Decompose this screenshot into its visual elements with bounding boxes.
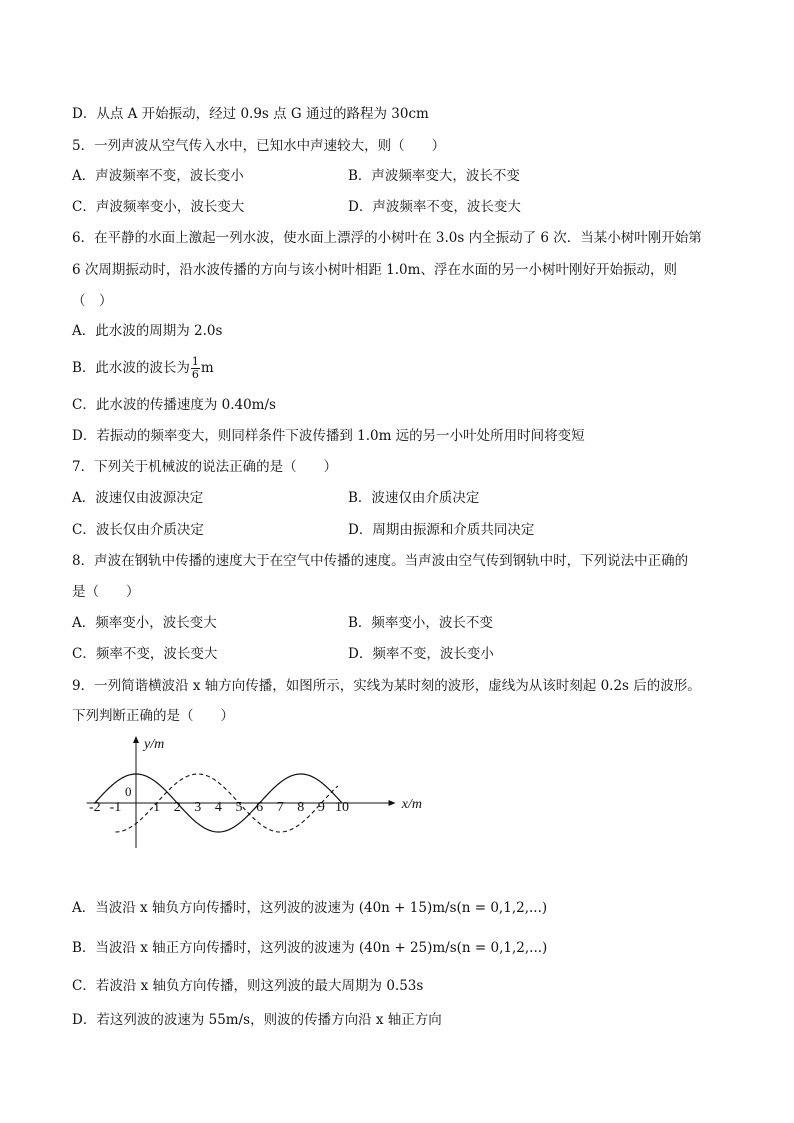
q6-stem-line3: （ ） xyxy=(72,293,113,309)
q7-option-a: A．波速仅由波源决定 xyxy=(72,490,204,506)
q6-stem-line2: 6 次周期振动时，沿水波传播的方向与该小树叶相距 1.0m、浮在水面的另一小树叶刚好开始振动，则 xyxy=(72,262,677,278)
q5-stem: 5．一列声波从空气传入水中，已知水中声速较大，则（ ） xyxy=(72,138,446,154)
x-tick-label: 8 xyxy=(297,800,305,815)
x-tick-label: 9 xyxy=(317,800,325,815)
q8-option-d: D．频率不变，波长变小 xyxy=(348,646,494,662)
y-axis-label: y/m xyxy=(144,737,165,752)
q8-stem-line1: 8．声波在钢轨中传播的速度大于在空气中传播的速度。当声波由空气传到钢轨中时，下列说法中正确的 xyxy=(72,553,689,569)
q6-option-d: D．若振动的频率变大，则同样条件下波传播到 1.0m 远的另一小叶处所用时间将变短 xyxy=(72,428,585,444)
x-tick-label: 5 xyxy=(235,800,243,815)
q5-option-b: B．声波频率变大，波长不变 xyxy=(348,168,520,184)
q8-option-a: A．频率变小，波长变大 xyxy=(72,615,217,631)
x-tick-label: 4 xyxy=(214,800,222,815)
q9-stem-line2: 下列判断正确的是（ ） xyxy=(72,708,234,724)
x-tick-label: -2 xyxy=(88,800,101,815)
x-axis-arrow xyxy=(389,800,396,806)
q9-stem-line1: 9．一列简谐横波沿 x 轴方向传播，如图所示，实线为某时刻的波形，虚线为从该时刻起 0.2s 后的波形。 xyxy=(72,678,701,694)
q7-option-b: B．波速仅由介质决定 xyxy=(348,490,480,506)
origin-label: 0 xyxy=(125,784,132,799)
q9-option-b: B．当波沿 x 轴正方向传播时，这列波的波速为 (40n + 25)m/s(n = 0,1,2,...) xyxy=(72,940,548,956)
x-tick-label: 10 xyxy=(335,800,349,815)
prev-option-d: D．从点 A 开始振动，经过 0.9s 点 G 通过的路程为 30cm xyxy=(72,106,429,122)
wave-figure xyxy=(78,728,422,858)
fraction-denominator: 6 xyxy=(191,368,199,381)
q6-option-b-fraction xyxy=(191,356,200,381)
x-tick-label: 2 xyxy=(173,800,181,815)
q7-option-d: D．周期由振源和介质共同决定 xyxy=(348,522,535,538)
fraction-numerator: 1 xyxy=(191,355,199,368)
x-axis-label: x/m xyxy=(401,797,422,812)
q6-option-b xyxy=(72,356,214,381)
x-tick-label: 6 xyxy=(256,800,264,815)
x-tick-label: 1 xyxy=(153,800,161,815)
q7-stem: 7．下列关于机械波的说法正确的是（ ） xyxy=(72,459,338,475)
q5-option-c: C．声波频率变小，波长变大 xyxy=(72,199,245,215)
q5-option-d: D．声波频率不变，波长变大 xyxy=(348,199,521,215)
q9-option-c: C．若波沿 x 轴负方向传播，则这列波的最大周期为 0.53s xyxy=(72,978,424,994)
q6-option-b-unit: m xyxy=(200,360,214,376)
q6-option-b-prefix: B．此水波的波长为 xyxy=(72,360,190,376)
q6-stem-line1: 6．在平静的水面上激起一列水波，使水面上漂浮的小树叶在 3.0s 内全振动了 6 次．当某小树叶刚开始第 xyxy=(72,230,702,246)
q5-option-a: A．声波频率不变，波长变小 xyxy=(72,168,244,184)
q9-option-a: A．当波沿 x 轴负方向传播时，这列波的波速为 (40n + 15)m/s(n = 0,1,2,...) xyxy=(72,900,548,916)
q7-option-c: C．波长仅由介质决定 xyxy=(72,522,204,538)
q6-option-a: A．此水波的周期为 2.0s xyxy=(72,323,223,339)
q6-option-c: C．此水波的传播速度为 0.40m/s xyxy=(72,397,276,413)
x-tick-label: 3 xyxy=(194,800,202,815)
x-tick-label: -1 xyxy=(109,800,122,815)
q8-option-b: B．频率变小，波长不变 xyxy=(348,615,493,631)
q8-stem-line2: 是（ ） xyxy=(72,584,140,600)
q9-option-d: D．若这列波的波速为 55m/s，则波的传播方向沿 x 轴正方向 xyxy=(72,1012,442,1028)
q8-option-c: C．频率不变，波长变大 xyxy=(72,646,218,662)
x-tick-label: 7 xyxy=(276,800,284,815)
y-axis-arrow xyxy=(133,736,139,743)
